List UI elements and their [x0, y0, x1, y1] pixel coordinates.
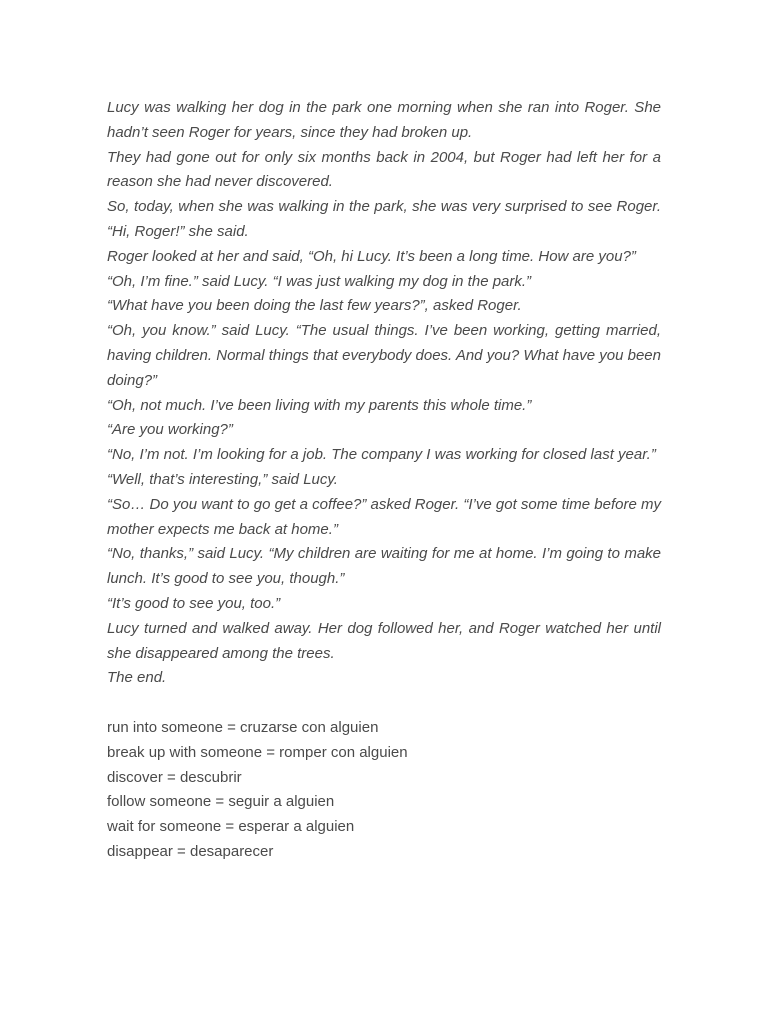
story-text [107, 96, 661, 691]
story-paragraph: “So… Do you want to go get a coffee?” asked Roger. “I’ve got some time before my mother expects me back at home.” [107, 495, 661, 538]
story-paragraph: Lucy turned and walked away. Her dog followed her, and Roger watched her until she disappeared among the trees. [107, 619, 661, 662]
vocabulary-item: break up with someone = romper con alguien [107, 743, 408, 761]
story-paragraph: “No, I’m not. I’m looking for a job. The company I was working for closed last year.” [107, 446, 656, 464]
story-paragraph: Roger looked at her and said, “Oh, hi Lucy. It’s been a long time. How are you?” [107, 247, 636, 265]
story-paragraph: “Oh, you know.” said Lucy. “The usual things. I’ve been working, getting married, having children. Normal things that everybody does. And you? What have you been doing?” [107, 322, 661, 389]
story-paragraph: “Are you working?” [107, 421, 233, 439]
document-page [107, 96, 661, 865]
story-paragraph: “No, thanks,” said Lucy. “My children are waiting for me at home. I’m going to make lunch. It’s good to see you, though.” [107, 545, 661, 588]
story-paragraph: So, today, when she was walking in the park, she was very surprised to see Roger. “Hi, Roger!” she said. [107, 198, 661, 240]
vocabulary-item: follow someone = seguir a alguien [107, 793, 335, 811]
story-paragraph: “Oh, I’m fine.” said Lucy. “I was just walking my dog in the park.” [107, 272, 532, 290]
story-paragraph: The end. [107, 669, 167, 687]
vocabulary-list [107, 716, 661, 865]
vocabulary-item: run into someone = cruzarse con alguien [107, 718, 379, 736]
vocabulary-item: wait for someone = esperar a alguien [107, 818, 355, 836]
vocabulary-item: disappear = desaparecer [107, 842, 274, 860]
story-paragraph: “It’s good to see you, too.” [107, 594, 281, 612]
story-paragraph: “Oh, not much. I’ve been living with my parents this whole time.” [107, 396, 532, 414]
story-paragraph: “Well, that’s interesting,” said Lucy. [107, 470, 338, 488]
story-paragraph: Lucy was walking her dog in the park one morning when she ran into Roger. She hadn’t seen Roger for years, since they had broken up. [107, 99, 661, 141]
story-paragraph: “What have you been doing the last few years?”, asked Roger. [107, 297, 522, 315]
vocabulary-item: discover = descubrir [107, 768, 242, 786]
story-paragraph: They had gone out for only six months back in 2004, but Roger had left her for a reason she had never discovered. [107, 148, 661, 191]
